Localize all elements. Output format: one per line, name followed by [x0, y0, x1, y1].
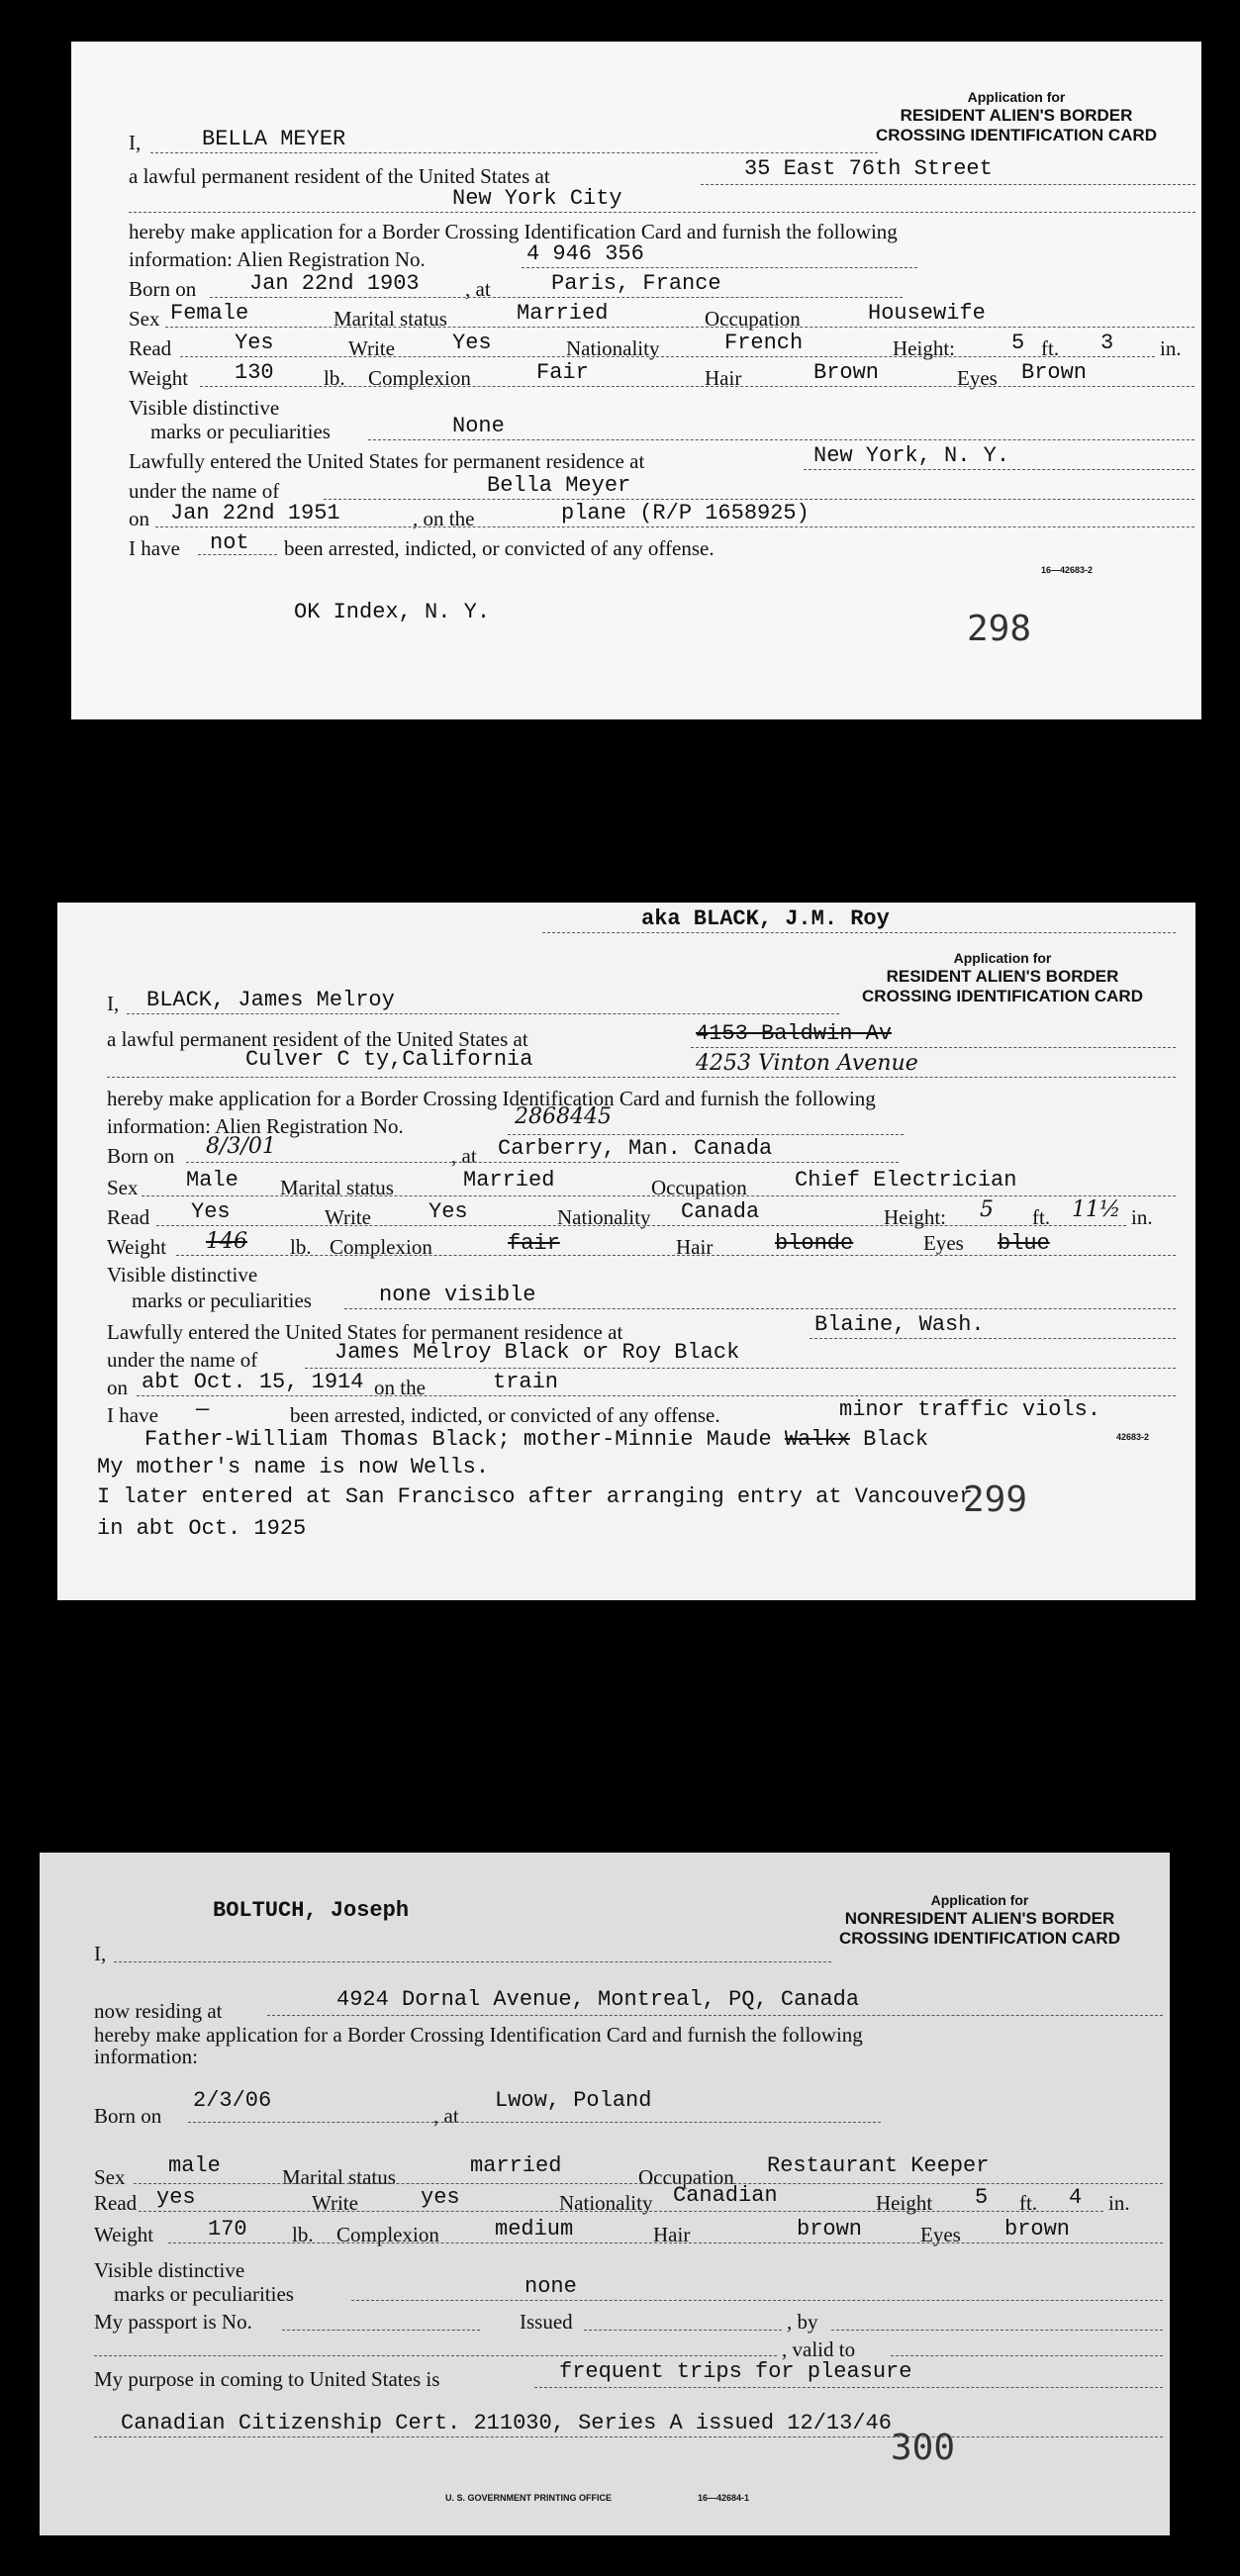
label-in: in.	[1131, 1205, 1153, 1229]
marks: None	[452, 414, 505, 438]
rule	[282, 2330, 480, 2331]
label-sex: Sex	[129, 307, 160, 331]
eyes: blue	[998, 1231, 1050, 1256]
rule	[508, 1134, 904, 1135]
label-lawfully: Lawfully entered the United States for permanent residence at	[129, 449, 645, 473]
rule	[344, 1308, 1176, 1309]
label-marital: Marital status	[334, 307, 447, 331]
address-line-1: 35 East 76th Street	[744, 156, 993, 181]
label-hair: Hair	[676, 1235, 714, 1259]
rule	[691, 1047, 1176, 1048]
height-ft: 5	[1011, 331, 1025, 355]
label-lawfully: Lawfully entered the United States for permanent residence at	[107, 1320, 623, 1344]
label-i-have: I have	[107, 1403, 158, 1427]
applicant-name: BELLA MEYER	[202, 127, 346, 151]
rule	[210, 297, 903, 298]
label-at: , at	[465, 277, 491, 301]
header-line-3: CROSSING IDENTIFICATION CARD	[839, 1929, 1120, 1949]
hair: brown	[797, 2217, 863, 2242]
height-in: 3	[1100, 331, 1114, 355]
read: yes	[156, 2185, 196, 2210]
nationality: Canadian	[673, 2183, 778, 2208]
label-complexion: Complexion	[336, 2223, 439, 2246]
rule	[200, 386, 1194, 387]
rule	[831, 2330, 1163, 2331]
label-hair: Hair	[705, 366, 742, 390]
label-under: under the name of	[129, 479, 280, 503]
card-header	[797, 1892, 1163, 1950]
label-marital: Marital status	[282, 2165, 396, 2189]
weight: 170	[208, 2217, 247, 2242]
rule	[165, 327, 1194, 328]
label-height: Height	[876, 2191, 933, 2215]
label-resident: a lawful permanent resident of the United States at	[107, 1027, 528, 1051]
write: Yes	[452, 331, 492, 355]
label-on-the: , on the	[413, 507, 475, 530]
header-line-2: NONRESIDENT ALIEN'S BORDER	[844, 1908, 1115, 1928]
label-weight: Weight	[129, 366, 189, 390]
label-height: Height:	[893, 336, 955, 360]
label-occupation: Occupation	[705, 307, 801, 331]
label-arrested: been arrested, indicted, or convicted of any offense.	[284, 536, 715, 560]
rule	[129, 212, 1195, 213]
label-nationality: Nationality	[557, 1205, 651, 1229]
label-nationality: Nationality	[566, 336, 660, 360]
label-hereby: hereby make application for a Border Crossing Identification Card and furnish the following	[94, 2023, 863, 2047]
label-hereby: hereby make application for a Border Crossing Identification Card and furnish the following	[129, 220, 898, 243]
header-line-1: Application for	[930, 1892, 1029, 1908]
file-stamp-number: 299	[963, 1479, 1028, 1520]
label-i: I,	[129, 131, 142, 154]
header-line-3: CROSSING IDENTIFICATION CARD	[862, 987, 1143, 1006]
eyes: brown	[1004, 2217, 1071, 2242]
rule	[368, 439, 1194, 440]
label-on: on	[107, 1376, 128, 1399]
marks: none	[525, 2274, 577, 2299]
label-lb: lb.	[292, 2223, 314, 2246]
label-marital: Marital status	[280, 1176, 394, 1199]
rule	[156, 1225, 1126, 1226]
label-on: on	[129, 507, 149, 530]
label-by: , by	[787, 2310, 818, 2334]
index-note: OK Index, N. Y.	[294, 600, 491, 624]
card-header	[833, 89, 1199, 146]
label-ft: ft.	[1041, 336, 1060, 360]
label-born: Born on	[94, 2104, 162, 2128]
read: Yes	[235, 331, 274, 355]
parents-note-surname: Black	[863, 1427, 929, 1452]
parents-note-text: Father-William Thomas Black; mother-Minnie Maude	[144, 1427, 772, 1452]
label-on-the: on the	[374, 1376, 426, 1399]
label-read: Read	[129, 336, 172, 360]
label-height: Height:	[884, 1205, 946, 1229]
born-on: 2/3/06	[193, 2088, 272, 2113]
label-weight: Weight	[94, 2223, 154, 2246]
label-at: , at	[433, 2104, 459, 2128]
rule	[142, 1195, 1176, 1196]
application-card-james-black	[57, 903, 1195, 1600]
marital-status: Married	[463, 1168, 555, 1193]
rule	[267, 2015, 1163, 2016]
read: Yes	[191, 1199, 231, 1224]
born-on: Jan 22nd 1903	[249, 271, 420, 296]
complexion: medium	[495, 2217, 574, 2242]
card-header	[819, 950, 1186, 1007]
occupation: Housewife	[868, 301, 986, 326]
occupation: Chief Electrician	[795, 1168, 1017, 1193]
complexion: fair	[508, 1231, 560, 1256]
arrested-status: not	[210, 530, 249, 555]
applicant-name: BLACK, James Melroy	[146, 988, 395, 1012]
printing-office: U. S. GOVERNMENT PRINTING OFFICE	[445, 2493, 613, 2503]
sex: Female	[170, 301, 249, 326]
label-lb: lb.	[290, 1235, 312, 1259]
rule	[701, 184, 1195, 185]
sex: Male	[186, 1168, 238, 1193]
label-visible: Visible distinctive	[129, 396, 280, 420]
label-eyes: Eyes	[923, 1231, 964, 1255]
label-marks: marks or peculiarities	[114, 2282, 294, 2306]
rule	[139, 2211, 1103, 2212]
rule	[324, 499, 1194, 500]
rule	[137, 1395, 1176, 1396]
alien-registration-no: 2868445	[515, 1104, 612, 1129]
label-arrested: been arrested, indicted, or convicted of any offense.	[290, 1403, 720, 1427]
rule	[114, 1961, 831, 1962]
file-stamp-number: 300	[891, 2428, 956, 2468]
application-card-joseph-boltuch	[40, 1853, 1170, 2535]
marital-status: married	[470, 2153, 562, 2178]
header-line-2: RESIDENT ALIEN'S BORDER	[886, 966, 1119, 986]
hair: blonde	[775, 1231, 854, 1256]
address-line-2: New York City	[452, 186, 622, 211]
address-struck: 4153 Baldwin Av	[696, 1021, 893, 1046]
offense-note: minor traffic viols.	[839, 1397, 1101, 1422]
label-eyes: Eyes	[957, 366, 998, 390]
entry-date: Jan 22nd 1951	[170, 501, 340, 525]
height-in: 4	[1069, 2185, 1083, 2210]
label-in: in.	[1160, 336, 1182, 360]
label-complexion: Complexion	[368, 366, 471, 390]
label-hair: Hair	[653, 2223, 691, 2246]
label-born: Born on	[129, 277, 197, 301]
occupation: Restaurant Keeper	[767, 2153, 990, 2178]
parents-note-struck: Walkx	[784, 1427, 850, 1452]
label-sex: Sex	[107, 1176, 139, 1199]
marks: none visible	[379, 1283, 536, 1307]
entry-note: I later entered at San Francisco after arranging entry at Vancouver	[97, 1484, 973, 1509]
residence-address: 4924 Dornal Avenue, Montreal, PQ, Canada	[336, 1987, 860, 2012]
header-line-3: CROSSING IDENTIFICATION CARD	[876, 126, 1157, 145]
parents-note	[144, 1429, 928, 1451]
rule	[542, 932, 1176, 933]
rule	[188, 2122, 881, 2123]
label-hereby: hereby make application for a Border Crossing Identification Card and furnish the following	[107, 1087, 876, 1110]
label-occupation: Occupation	[651, 1176, 747, 1199]
form-number: 42683-2	[1116, 1432, 1150, 1442]
entry-date: abt Oct. 15, 1914	[142, 1370, 364, 1394]
label-alien-reg: information: Alien Registration No.	[129, 247, 426, 271]
entry-by: plane (R/P 1658925)	[561, 501, 810, 525]
applicant-name: BOLTUCH, Joseph	[213, 1898, 410, 1923]
purpose: frequent trips for pleasure	[559, 2359, 912, 2384]
label-in: in.	[1108, 2191, 1130, 2215]
hair: Brown	[813, 360, 880, 385]
label-under: under the name of	[107, 1348, 258, 1372]
address-line-2: 4253 Vinton Avenue	[696, 1051, 918, 1076]
label-issued: Issued	[520, 2310, 573, 2334]
label-residing: now residing at	[94, 1999, 223, 2023]
rule	[180, 356, 1155, 357]
label-visible: Visible distinctive	[94, 2258, 245, 2282]
aka-note: aka BLACK, J.M. Roy	[641, 906, 890, 931]
entered-at: New York, N. Y.	[813, 443, 1010, 468]
rule	[168, 2242, 1163, 2243]
born-at: Lwow, Poland	[495, 2088, 652, 2113]
rule	[810, 1338, 1176, 1339]
label-nationality: Nationality	[559, 2191, 653, 2215]
rule	[107, 1077, 1176, 1078]
label-complexion: Complexion	[330, 1235, 432, 1259]
rule	[127, 1013, 839, 1014]
nationality: French	[724, 331, 804, 355]
label-marks: marks or peculiarities	[150, 420, 331, 443]
entry-name: Bella Meyer	[487, 473, 631, 498]
form-number: 16—42683-2	[1041, 565, 1094, 575]
arrested-status: —	[196, 1397, 210, 1422]
rule	[305, 1368, 1176, 1369]
born-on: 8/3/01	[206, 1134, 276, 1159]
label-purpose: My purpose in coming to United States is	[94, 2367, 440, 2391]
born-at: Paris, France	[551, 271, 721, 296]
label-information: information:	[94, 2045, 198, 2068]
rule	[176, 1255, 1176, 1256]
entry-date-note: in abt Oct. 1925	[97, 1516, 307, 1541]
rule	[94, 2355, 777, 2356]
label-occupation: Occupation	[638, 2165, 734, 2189]
label-i: I,	[107, 992, 120, 1015]
entered-at: Blaine, Wash.	[814, 1312, 985, 1337]
header-line-1: Application for	[967, 89, 1066, 105]
label-i: I,	[94, 1942, 107, 1965]
rule	[351, 2300, 1163, 2301]
label-ft: ft.	[1032, 1205, 1051, 1229]
height-ft: 5	[975, 2185, 989, 2210]
complexion: Fair	[536, 360, 589, 385]
mother-note: My mother's name is now Wells.	[97, 1455, 490, 1479]
header-line-2: RESIDENT ALIEN'S BORDER	[900, 105, 1133, 125]
citizenship-certificate: Canadian Citizenship Cert. 211030, Series A issued 12/13/46	[121, 2411, 892, 2435]
label-i-have: I have	[129, 536, 180, 560]
label-at: , at	[451, 1144, 477, 1168]
label-passport: My passport is No.	[94, 2310, 252, 2334]
eyes: Brown	[1021, 360, 1088, 385]
file-stamp-number: 298	[967, 609, 1032, 649]
label-write: Write	[325, 1205, 371, 1229]
rule	[891, 2355, 1163, 2356]
label-resident: a lawful permanent resident of the United States at	[129, 164, 550, 188]
rule	[534, 2387, 1163, 2388]
form-number: 16—42684-1	[698, 2493, 750, 2503]
rule	[522, 267, 917, 268]
nationality: Canada	[681, 1199, 760, 1224]
alien-registration-no: 4 946 356	[526, 241, 644, 266]
rule	[134, 2183, 1163, 2184]
label-eyes: Eyes	[920, 2223, 961, 2246]
rule	[155, 526, 1194, 527]
marital-status: Married	[517, 301, 609, 326]
height-ft: 5	[980, 1197, 994, 1222]
entry-name: James Melroy Black or Roy Black	[334, 1340, 740, 1365]
application-card-bella-meyer	[71, 42, 1201, 719]
born-at: Carberry, Man. Canada	[498, 1136, 773, 1161]
label-marks: marks or peculiarities	[132, 1288, 312, 1312]
entry-by: train	[493, 1370, 559, 1394]
label-sex: Sex	[94, 2165, 126, 2189]
height-in: 11½	[1072, 1197, 1121, 1222]
address-line-1: Culver C ty,California	[245, 1047, 533, 1072]
label-read: Read	[107, 1205, 150, 1229]
label-write: Write	[348, 336, 395, 360]
header-line-1: Application for	[953, 950, 1052, 966]
rule	[198, 554, 277, 555]
label-ft: ft.	[1019, 2191, 1038, 2215]
rule	[584, 2330, 782, 2331]
rule	[186, 1162, 899, 1163]
label-alien-reg: information: Alien Registration No.	[107, 1114, 404, 1138]
label-read: Read	[94, 2191, 138, 2215]
label-lb: lb.	[324, 366, 345, 390]
write: yes	[421, 2185, 460, 2210]
label-visible: Visible distinctive	[107, 1263, 258, 1287]
rule	[804, 469, 1194, 470]
weight: 130	[235, 360, 274, 385]
sex: male	[168, 2153, 221, 2178]
label-weight: Weight	[107, 1235, 167, 1259]
rule	[150, 152, 878, 153]
weight: 146	[206, 1229, 247, 1254]
label-valid-to: , valid to	[782, 2337, 856, 2361]
rule	[94, 2436, 1163, 2437]
label-born: Born on	[107, 1144, 175, 1168]
label-write: Write	[312, 2191, 358, 2215]
write: Yes	[429, 1199, 468, 1224]
